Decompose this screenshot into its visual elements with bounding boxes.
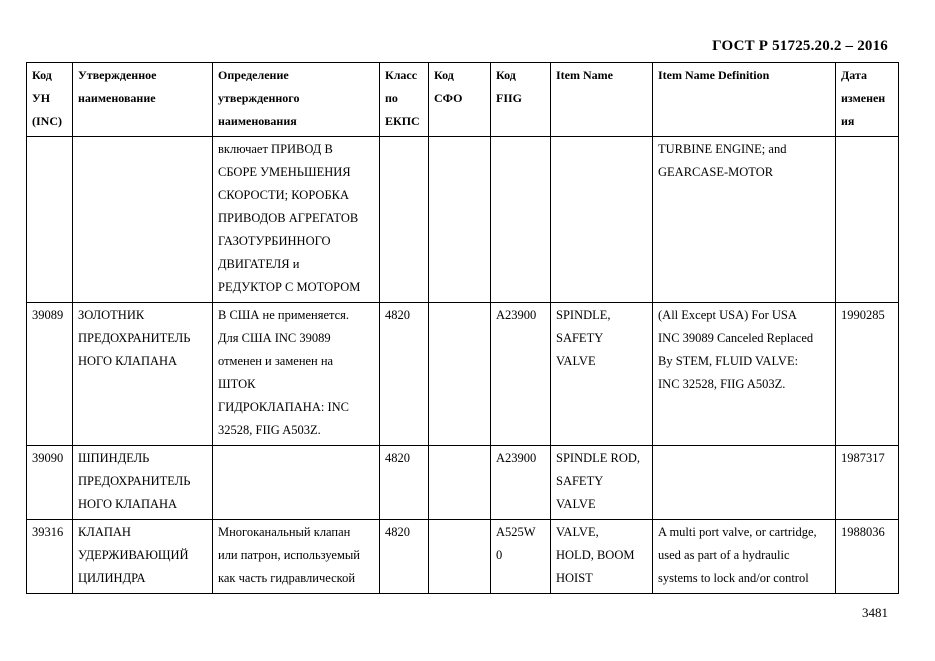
cell-code: 39089: [27, 303, 73, 446]
header-code-sfo: Код СФО: [429, 63, 491, 137]
table-row: [27, 137, 899, 303]
page-number: 3481: [862, 605, 888, 620]
header-class-ekps: Класс по ЕКПС: [380, 63, 429, 137]
header-code-fiig: Код FIIG: [491, 63, 551, 137]
header-code-inc: Код УН (INC): [27, 63, 73, 137]
header-approved-name: Утвержденное наименование: [73, 63, 213, 137]
cell-sfo: [429, 137, 491, 303]
cell-code: 39090: [27, 446, 73, 520]
cell-sfo: [429, 520, 491, 594]
cell-item-definition: (All Except USA) For USA INC 39089 Canceled Replaced By STEM, FLUID VALVE: INC 32528, FIIG A503Z.: [653, 303, 836, 446]
cell-item-name: VALVE, HOLD, BOOM HOIST: [551, 520, 653, 594]
cell-item-name: SPINDLE, SAFETY VALVE: [551, 303, 653, 446]
cell-definition-ru: Многоканальный клапан или патрон, используемый как часть гидравлической: [213, 520, 380, 594]
cell-date: 1987317: [836, 446, 899, 520]
cell-item-definition: A multi port valve, or cartridge, used as part of a hydraulic systems to lock and/or control: [653, 520, 836, 594]
document-standard-number: ГОСТ Р 51725.20.2 – 2016: [712, 38, 888, 54]
cell-class: [380, 137, 429, 303]
cell-date: 1988036: [836, 520, 899, 594]
cell-date: [836, 137, 899, 303]
cell-item-definition: TURBINE ENGINE; and GEARCASE-MOTOR: [653, 137, 836, 303]
table-header-row: [27, 63, 899, 137]
cell-sfo: [429, 446, 491, 520]
cell-sfo: [429, 303, 491, 446]
cell-definition-ru: [213, 446, 380, 520]
cell-class: 4820: [380, 446, 429, 520]
header-definition: Определение утвержденного наименования: [213, 63, 380, 137]
classification-table: [26, 62, 899, 594]
header-item-name: Item Name: [551, 63, 653, 137]
cell-definition-ru: В США не применяется. Для США INC 39089 отменен и заменен на ШТОК ГИДРОКЛАПАНА: INC 32528, FIIG A503Z.: [213, 303, 380, 446]
cell-fiig: [491, 137, 551, 303]
header-change-date: Дата изменен ия: [836, 63, 899, 137]
header-item-name-definition: Item Name Definition: [653, 63, 836, 137]
cell-code: 39316: [27, 520, 73, 594]
cell-item-name: SPINDLE ROD, SAFETY VALVE: [551, 446, 653, 520]
cell-name-ru: [73, 137, 213, 303]
cell-class: 4820: [380, 520, 429, 594]
cell-fiig: A23900: [491, 446, 551, 520]
cell-name-ru: ШПИНДЕЛЬ ПРЕДОХРАНИТЕЛЬ НОГО КЛАПАНА: [73, 446, 213, 520]
table-row: [27, 520, 899, 594]
cell-class: 4820: [380, 303, 429, 446]
cell-date: 1990285: [836, 303, 899, 446]
table-row: [27, 446, 899, 520]
cell-name-ru: ЗОЛОТНИК ПРЕДОХРАНИТЕЛЬ НОГО КЛАПАНА: [73, 303, 213, 446]
cell-name-ru: КЛАПАН УДЕРЖИВАЮЩИЙ ЦИЛИНДРА: [73, 520, 213, 594]
cell-item-definition: [653, 446, 836, 520]
cell-fiig: A23900: [491, 303, 551, 446]
cell-fiig: A525W 0: [491, 520, 551, 594]
cell-code: [27, 137, 73, 303]
cell-item-name: [551, 137, 653, 303]
table-row: [27, 303, 899, 446]
cell-definition-ru: включает ПРИВОД В СБОРЕ УМЕНЬШЕНИЯ СКОРОСТИ; КОРОБКА ПРИВОДОВ АГРЕГАТОВ ГАЗОТУРБИННОГО ДВИГАТЕЛЯ и РЕДУКТОР С МОТОРОМ: [213, 137, 380, 303]
